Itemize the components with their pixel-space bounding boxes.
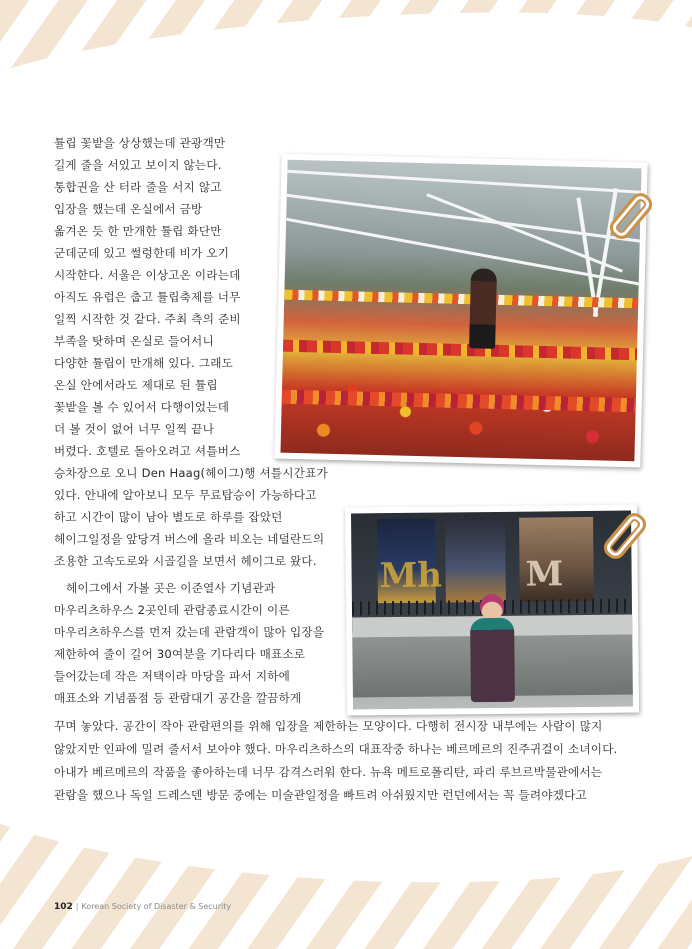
tulip-row [284, 290, 638, 309]
body-line: 다양한 튤립이 만개해 있다. 그래도 [54, 356, 234, 370]
body-line: 제한하여 줄이 길어 30여분을 기다리다 매표소로 [54, 647, 306, 661]
page-footer [54, 902, 231, 912]
poster-frick-collection [445, 518, 506, 603]
publication-name: Korean Society of Disaster & Security [81, 902, 232, 911]
body-line: 길게 줄을 서있고 보이지 않는다. [54, 158, 222, 172]
body-line: 옮겨온 듯 한 만개한 튤립 화단만 [54, 224, 222, 238]
tulip-row [282, 390, 636, 413]
body-line: 버렸다. 호텔로 돌아오려고 셔틀버스 [54, 444, 241, 458]
tulip-row [283, 340, 637, 361]
body-line: 부족을 탓하며 온실로 들어서니 [54, 334, 214, 348]
head [480, 594, 504, 620]
body-line: 하고 시간이 많이 남아 별도로 하루를 잡았던 [54, 510, 283, 524]
poster-pearl-earring [377, 519, 443, 604]
coat [470, 618, 515, 702]
body-line: 승차장으로 오니 Den Haag(헤이그)행 셔틀시간표가 [54, 466, 328, 480]
body-line: 군데군데 있고 썰렁한데 비가 오기 [54, 246, 230, 260]
body-line: 헤이그일정을 앞당겨 버스에 올라 비오는 네덜란드의 [54, 532, 325, 546]
body-line: 입장을 했는데 온실에서 금방 [54, 202, 203, 216]
greenhouse-tulip-image [280, 160, 641, 462]
footer-separator: | [75, 902, 79, 911]
body-line: 온실 안에서라도 제대로 된 튤립 [54, 378, 218, 392]
body-line: 헤이그에서 가볼 곳은 이준열사 기념관과 [66, 581, 276, 595]
body-line: 들어갔는데 작은 저택이라 마당을 파서 지하에 [54, 669, 291, 683]
body-line: 통합권을 산 터라 줄을 서지 않고 [54, 180, 222, 194]
roof-beam [287, 170, 641, 194]
mauritshuis-photo [345, 504, 639, 715]
body-line: 일찍 시작한 것 같다. 주최 측의 준비 [54, 312, 241, 326]
woman-figure [469, 268, 497, 349]
body-line: 아직도 유럽은 춥고 튤립축제를 너무 [54, 290, 241, 304]
body-line: 매표소와 기념품점 등 관람대기 공간을 깔끔하게 [54, 691, 302, 705]
body-line: 튤립 꽃밭을 상상했는데 관광객만 [54, 136, 226, 150]
body-line: 마우리츠하우스를 먼저 갔는데 관람객이 많아 입장을 [54, 625, 325, 639]
woman-figure [468, 594, 517, 702]
page-number: 102 [54, 902, 73, 912]
roof-beam [287, 194, 642, 243]
poster-letter: Mh [379, 555, 443, 597]
body-line: 더 볼 것이 없어 너무 일찍 끝나 [54, 422, 215, 436]
body-line: 관람을 했으나 독일 드레스덴 방문 중에는 미술관일정을 빠트려 아쉬웠지만 런던에서는 꼭 들려야겠다고 [54, 788, 587, 802]
body-line: 마우리츠하우스 2곳인데 관람종료시간이 이른 [54, 603, 290, 617]
body-line: 꽃밭을 볼 수 있어서 다행이었는데 [54, 400, 230, 414]
body-line: 조용한 고속도로와 시골길을 보면서 헤이그로 왔다. [54, 554, 317, 568]
body-line: 아내가 베르메르의 작품을 좋아하는데 너무 감격스러워 한다. 뉴욕 메트로폴리탄, 파리 루브르박물관에서는 [54, 765, 603, 779]
mauritshuis-image [351, 511, 633, 710]
poster-painting [519, 517, 594, 602]
body-line: 있다. 안내에 알아보니 모두 무료탑승이 가능하다고 [54, 488, 317, 502]
poster-letter: M [525, 554, 564, 595]
body-line: 않았지만 인파에 밀려 줄서서 보아야 했다. 마우리츠하스의 대표작중 하나는 베르메르의 진주귀걸이 소녀이다. [54, 742, 618, 756]
body-line: 꾸며 놓았다. 공간이 작아 관람편의를 위해 입장을 제한하는 모양이다. 다행히 전시장 내부에는 사람이 많지 [54, 719, 603, 733]
greenhouse-tulip-photo [274, 154, 647, 468]
body-line: 시작한다. 서울은 이상고온 이라는데 [54, 268, 241, 282]
